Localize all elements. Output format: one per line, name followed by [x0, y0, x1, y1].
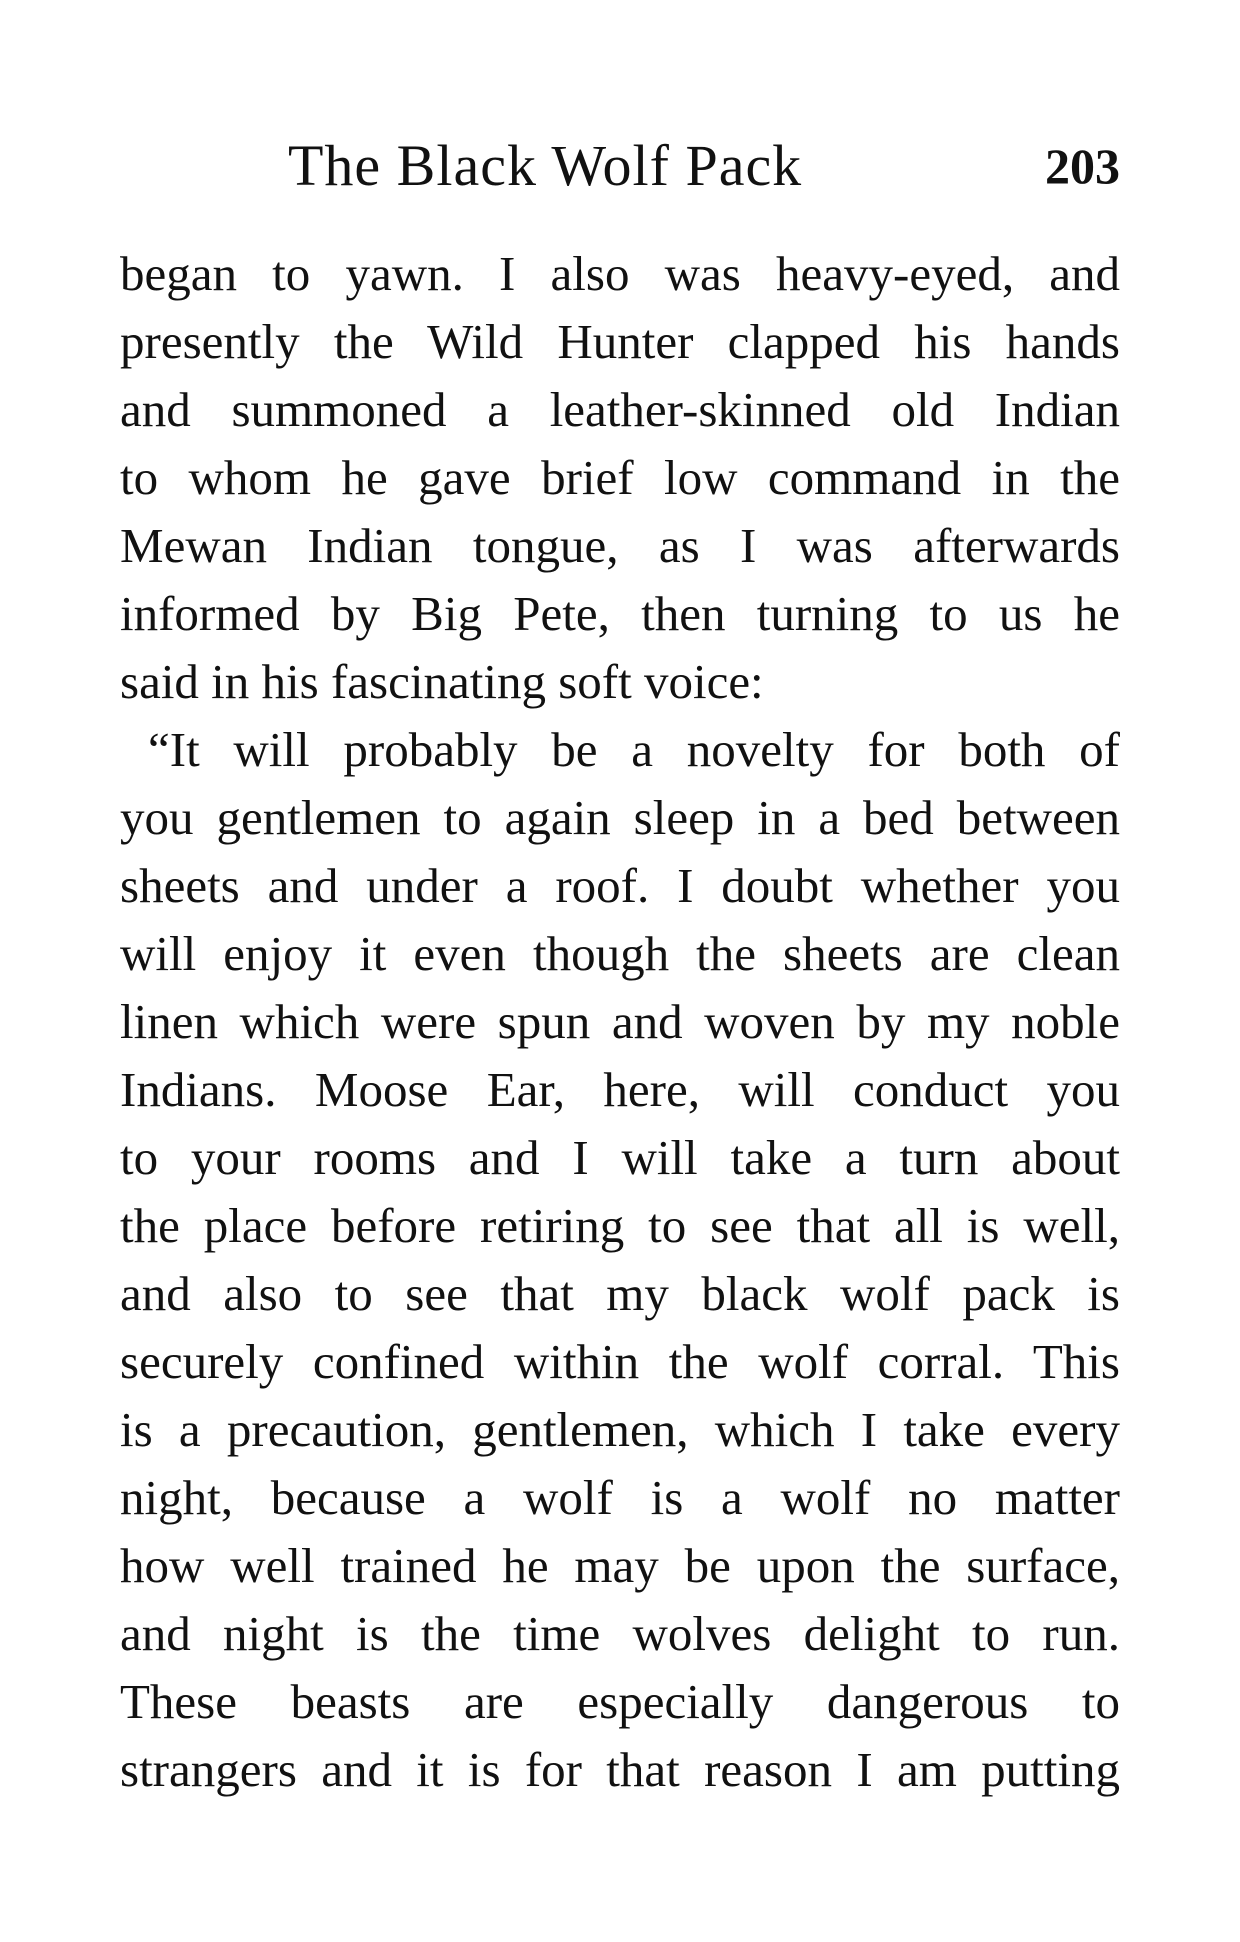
text-line: the place before retiring to see that all is well, [120, 1198, 1120, 1253]
text-line: Mewan Indian tongue, as I was afterwards [120, 518, 1120, 573]
running-title: The Black Wolf Pack [288, 133, 803, 198]
text-line: sheets and under a roof. I doubt whether you [120, 858, 1120, 913]
text-line: began to yawn. I also was heavy-eyed, and [120, 246, 1120, 301]
text-line: and summoned a leather-skinned old Indian [120, 382, 1120, 437]
text-line: presently the Wild Hunter clapped his hands [120, 314, 1120, 369]
text-line: will enjoy it even though the sheets are clean [120, 926, 1120, 981]
text-line: is a precaution, gentlemen, which I take every [120, 1402, 1120, 1457]
text-line: you gentlemen to again sleep in a bed between [120, 790, 1120, 845]
text-line: how well trained he may be upon the surface, [120, 1538, 1120, 1593]
text-line: said in his fascinating soft voice: [120, 654, 764, 709]
page-header [120, 126, 1120, 206]
text-line: night, because a wolf is a wolf no matter [120, 1470, 1120, 1525]
text-line: and night is the time wolves delight to run. [120, 1606, 1120, 1661]
page-number: 203 [1045, 138, 1120, 194]
text-line: strangers and it is for that reason I am putting [120, 1742, 1120, 1797]
text-line: to your rooms and I will take a turn about [120, 1130, 1120, 1185]
text-line: linen which were spun and woven by my noble [120, 994, 1120, 1049]
text-line: “It will probably be a novelty for both of [148, 722, 1120, 777]
body-text [120, 240, 1120, 1804]
text-line: and also to see that my black wolf pack is [120, 1266, 1120, 1321]
text-line: to whom he gave brief low command in the [120, 450, 1120, 505]
text-line: Indians. Moose Ear, here, will conduct you [120, 1062, 1120, 1117]
text-line: These beasts are especially dangerous to [120, 1674, 1120, 1729]
text-line: securely confined within the wolf corral. This [120, 1334, 1120, 1389]
text-line: informed by Big Pete, then turning to us he [120, 586, 1120, 641]
